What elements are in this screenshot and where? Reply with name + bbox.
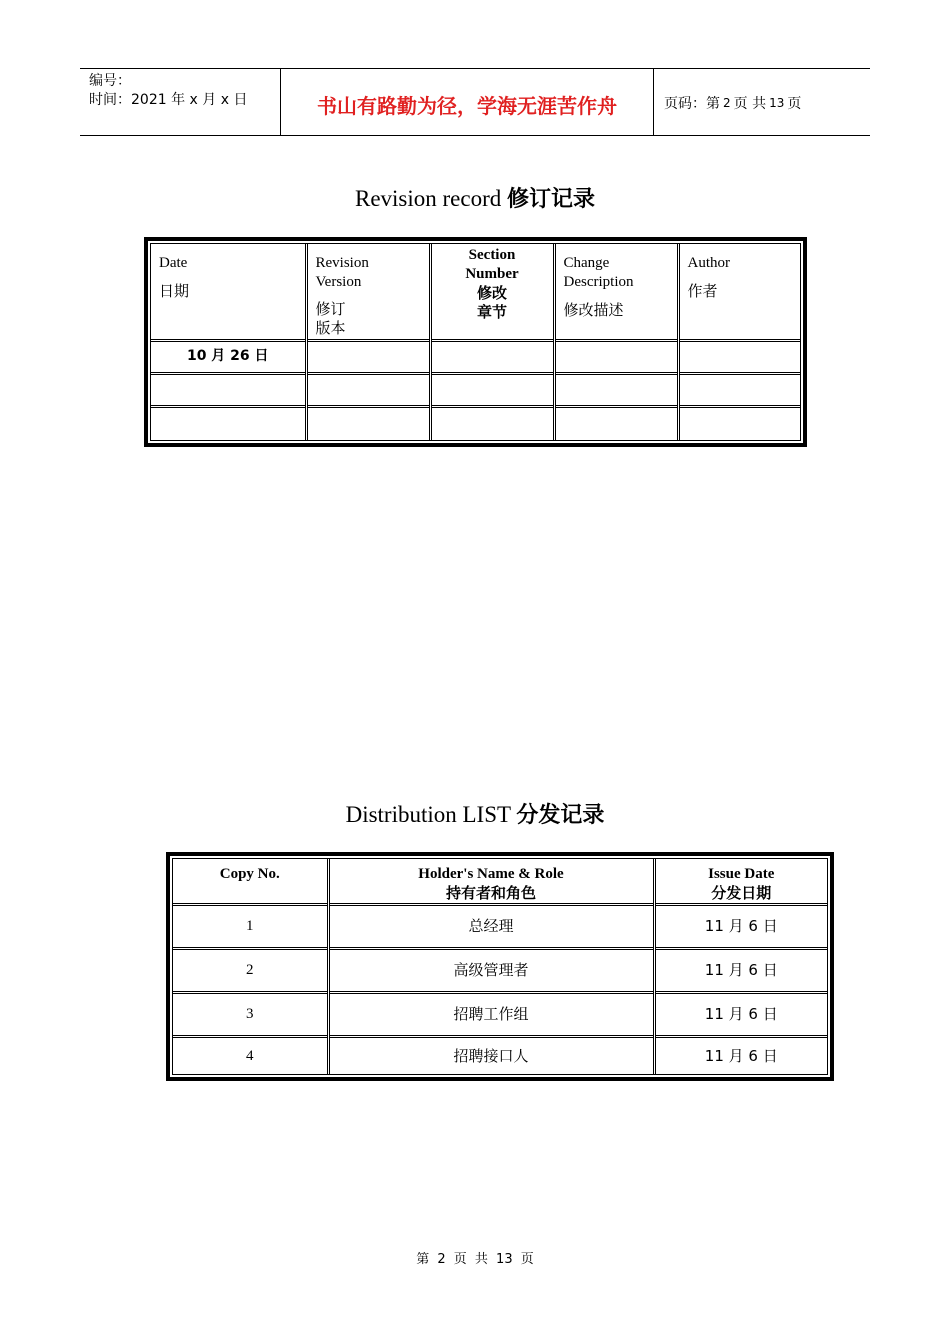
revision-row-section <box>430 406 554 440</box>
distribution-row-holder: 高级管理者 <box>328 949 654 993</box>
header-section-en1: Section <box>468 247 516 263</box>
header-author-en: Author <box>687 255 730 271</box>
header-version-en2: Version <box>315 274 362 290</box>
header-copy-no-text: Copy No. <box>219 866 280 882</box>
header-section-cn1: 修改 <box>476 284 507 302</box>
distribution-row-date: 11 月 6 日 <box>654 1037 827 1075</box>
header-date-en: Date <box>159 255 188 271</box>
distribution-row <box>173 905 827 949</box>
revision-row-author <box>678 406 800 440</box>
header-page-suffix: 页 <box>787 96 802 112</box>
revision-row-date <box>151 373 306 406</box>
revision-title-en: Revision record <box>354 186 502 211</box>
header-section <box>430 244 554 340</box>
revision-row-section <box>430 373 554 406</box>
header-section-en2: Number <box>465 266 519 282</box>
revision-title-cn: 修订记录 <box>507 187 596 212</box>
header-page-prefix: 页码：第 <box>664 96 720 112</box>
distribution-row-copy: 3 <box>173 993 328 1037</box>
distribution-row-copy: 1 <box>173 905 328 949</box>
revision-row-author <box>678 340 800 373</box>
header-copy-no <box>173 859 328 905</box>
revision-row-change <box>554 373 678 406</box>
revision-row-version <box>306 373 430 406</box>
distribution-row-holder: 招聘接口人 <box>328 1037 654 1075</box>
header-issue-date <box>654 859 827 905</box>
revision-header-row <box>151 244 800 340</box>
revision-row-author <box>678 373 800 406</box>
distribution-title <box>0 798 950 829</box>
header-page-total: 13 <box>769 96 785 110</box>
distribution-row <box>173 1037 827 1075</box>
distribution-row-holder: 总经理 <box>328 905 654 949</box>
distribution-row <box>173 949 827 993</box>
header-meta <box>80 69 281 135</box>
distribution-row-date: 11 月 6 日 <box>654 993 827 1037</box>
revision-row-section <box>430 340 554 373</box>
header-holder-cn: 持有者和角色 <box>445 884 536 902</box>
page-footer: 第 2 页 共 13 页 <box>416 1252 534 1267</box>
revision-row <box>151 406 800 440</box>
header-version <box>306 244 430 340</box>
header-page-mid: 页 共 <box>733 96 767 112</box>
header-change-en2: Description <box>563 274 634 290</box>
header-issue-en: Issue Date <box>708 866 775 882</box>
header-holder-en: Holder's Name & Role <box>418 866 564 882</box>
header-section-cn2: 章节 <box>476 303 507 321</box>
page-header <box>80 68 870 136</box>
revision-row <box>151 340 800 373</box>
header-date <box>151 244 306 340</box>
header-version-cn1: 修订 <box>315 300 346 318</box>
header-issue-cn: 分发日期 <box>711 884 772 902</box>
distribution-row-holder: 招聘工作组 <box>328 993 654 1037</box>
revision-title <box>0 182 950 213</box>
revision-row-change <box>554 406 678 440</box>
revision-row-date <box>151 406 306 440</box>
revision-row-date: 10 月 26 日 <box>151 340 306 373</box>
header-author-cn: 作者 <box>687 282 718 300</box>
header-page-info <box>654 69 870 135</box>
distribution-row <box>173 993 827 1037</box>
header-version-cn2: 版本 <box>315 319 346 337</box>
distribution-row-date: 11 月 6 日 <box>654 905 827 949</box>
header-time-label: 时间：2021 年 x 月 x 日 <box>89 92 248 108</box>
distribution-header-row <box>173 859 827 905</box>
header-version-en1: Revision <box>315 255 369 271</box>
header-holder <box>328 859 654 905</box>
revision-row-version <box>306 406 430 440</box>
distribution-row-copy: 4 <box>173 1037 328 1075</box>
header-change-cn: 修改描述 <box>563 301 624 319</box>
revision-row-version <box>306 340 430 373</box>
header-change <box>554 244 678 340</box>
distribution-title-en: Distribution LIST <box>345 802 511 827</box>
distribution-table <box>166 852 834 1081</box>
revision-row <box>151 373 800 406</box>
distribution-row-copy: 2 <box>173 949 328 993</box>
header-author <box>678 244 800 340</box>
revision-row-change <box>554 340 678 373</box>
header-change-en1: Change <box>563 255 610 271</box>
header-date-cn: 日期 <box>159 282 190 300</box>
header-slogan: 书山有路勤为径，学海无涯苦作舟 <box>281 69 654 135</box>
distribution-row-date: 11 月 6 日 <box>654 949 827 993</box>
header-page-number: 2 <box>723 96 731 110</box>
revision-table <box>144 237 807 447</box>
distribution-title-cn: 分发记录 <box>516 803 605 828</box>
header-number-label: 编号： <box>89 73 131 89</box>
